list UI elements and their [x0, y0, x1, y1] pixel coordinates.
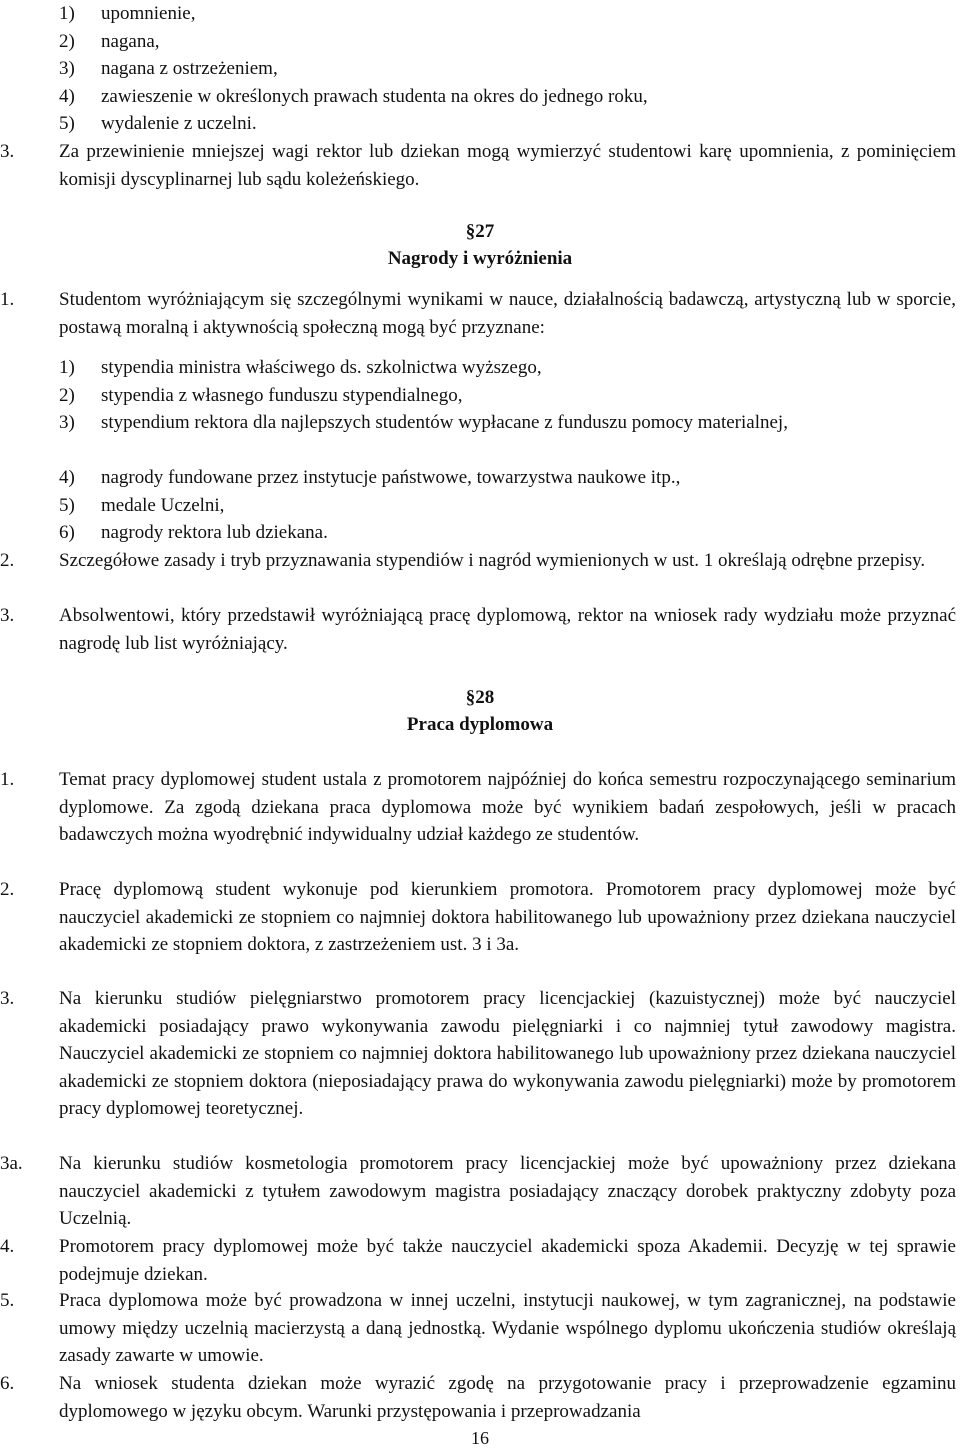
- paragraph-number: 4.: [0, 1236, 15, 1257]
- section-title: Nagrody i wyróżnienia: [387, 248, 573, 269]
- paragraph-text: Na wniosek studenta dziekan może wyrazić zgodę na przygotowanie pracy i przeprowadzenie egzaminu dyplomowego w języku obcym. Warunki przystępowania i przeprowadzania: [59, 1373, 956, 1422]
- list-item-text: nagrody rektora lub dziekana.: [101, 522, 328, 543]
- paragraph-number: 1.: [0, 769, 15, 790]
- paragraph-number: 3.: [0, 605, 15, 626]
- section-number-value: 28: [475, 687, 495, 708]
- paragraph-text: Szczegółowe zasady i tryb przyznawania stypendiów i nagród wymienionych w ust. 1 określają odrębne przepisy.: [59, 550, 926, 571]
- list-item-number: 4): [59, 467, 75, 488]
- paragraph-number: 3.: [0, 988, 15, 1009]
- list-item-text: nagrody fundowane przez instytucje państwowe, towarzystwa naukowe itp.,: [101, 467, 681, 488]
- section-sign: §: [465, 221, 476, 242]
- paragraph-text: Temat pracy dyplomowej student ustala z promotorem najpóźniej do końca semestru rozpoczynającego seminarium dyplomowe. Za zgodą dziekana praca dyplomowa może być wynikiem badań zespołowych, jeśli w pracach badawczych można wyodrębnić indywidualny udział każdego ze studentów.: [59, 769, 956, 846]
- paragraph-text: Studentom wyróżniającym się szczególnymi wynikami w nauce, działalnością badawczą, artystyczną lub w sporcie, postawą moralną i aktywnością społeczną mogą być przyznane:: [59, 289, 956, 338]
- list-item-text: stypendium rektora dla najlepszych studentów wypłacane z funduszu pomocy materialnej,: [101, 412, 788, 433]
- paragraph-number: 3.: [0, 141, 15, 162]
- list-item-text: medale Uczelni,: [101, 495, 225, 516]
- paragraph-text: Pracę dyplomową student wykonuje pod kierunkiem promotora. Promotorem pracy dyplomowej może być nauczyciel akademicki ze stopniem co najmniej doktora habilitowanego lub upoważniony przez dziekana nauczyciel akademicki ze stopniem doktora, z zastrzeżeniem ust. 3 i 3a.: [59, 879, 956, 956]
- list-item-number: 4): [59, 85, 75, 107]
- paragraph-text: Absolwentowi, który przedstawił wyróżniającą pracę dyplomową, rektor na wniosek rady wydziału może przyznać nagrodę lub list wyróżniający.: [59, 605, 956, 654]
- section-number: [0, 218, 960, 246]
- paragraph-text: Promotorem pracy dyplomowej może być także nauczyciel akademicki spoza Akademii. Decyzję w tej sprawie podejmuje dziekan.: [59, 1236, 956, 1285]
- page-number: 16: [471, 1428, 489, 1448]
- list-item-number: 2): [59, 30, 75, 52]
- list-item-text: nagana,: [101, 30, 160, 52]
- paragraph-number: 2.: [0, 550, 15, 571]
- list-item-text: zawieszenie w określonych prawach studenta na okres do jednego roku,: [101, 85, 648, 107]
- section-title: Praca dyplomowa: [406, 714, 554, 735]
- list-item-number: 3): [59, 412, 75, 433]
- list-item-number: 5): [59, 495, 75, 516]
- list-item-number: 3): [59, 58, 75, 80]
- list-item-number: 6): [59, 522, 75, 543]
- list-item-number: 2): [59, 385, 75, 406]
- paragraph-number: 5.: [0, 1290, 15, 1311]
- paragraph-text: Praca dyplomowa może być prowadzona w innej uczelni, instytucji naukowej, w tym zagranicznej, na podstawie umowy między uczelnią macierzystą a daną jednostką. Wydanie wspólnego dyplomu ukończenia studiów określają zasady zawarte w umowie.: [59, 1290, 956, 1367]
- list-item-number: 5): [59, 113, 75, 135]
- section-number-value: 27: [475, 221, 495, 242]
- paragraph-number: 2.: [0, 879, 15, 900]
- list-item-text: wydalenie z uczelni.: [101, 113, 257, 135]
- paragraph-text: Za przewinienie mniejszej wagi rektor lub dziekan mogą wymierzyć studentowi karę upomnienia, z pominięciem komisji dyscyplinarnej lub sądu koleżeńskiego.: [59, 141, 956, 190]
- section-sign: §: [465, 687, 476, 708]
- paragraph-number: 1.: [0, 289, 15, 310]
- paragraph-text: Na kierunku studiów pielęgniarstwo promotorem pracy licencjackiej (kazuistycznej) może być nauczyciel akademicki posiadający prawo wykonywania zawodu pielęgniarki i co najmniej tytuł zawodowy magistra. Nauczyciel akademicki ze stopniem co najmniej doktora habilitowanego lub upoważniony przez dziekana nauczyciel akademicki ze stopniem doktora (nieposiadający prawa do wykonywania zawodu pielęgniarki) może by promotorem pracy dyplomowej teoretycznej.: [59, 988, 956, 1120]
- list-item-number: 1): [59, 357, 75, 378]
- list-item-text: stypendia z własnego funduszu stypendialnego,: [101, 385, 463, 406]
- paragraph-number: 6.: [0, 1373, 15, 1394]
- list-item-text: upomnienie,: [101, 3, 196, 24]
- list-item-number: 1): [59, 3, 75, 24]
- paragraph-number: 3a.: [0, 1153, 23, 1174]
- list-item-text: nagana z ostrzeżeniem,: [101, 58, 278, 80]
- list-item-text: stypendia ministra właściwego ds. szkolnictwa wyższego,: [101, 357, 542, 378]
- section-number: [0, 684, 960, 712]
- paragraph-text: Na kierunku studiów kosmetologia promotorem pracy licencjackiej może być upoważniony przez dziekana nauczyciel akademicki z tytułem zawodowym magistra posiadający znaczący dorobek praktyczny zdobyty poza Uczelnią.: [59, 1153, 956, 1230]
